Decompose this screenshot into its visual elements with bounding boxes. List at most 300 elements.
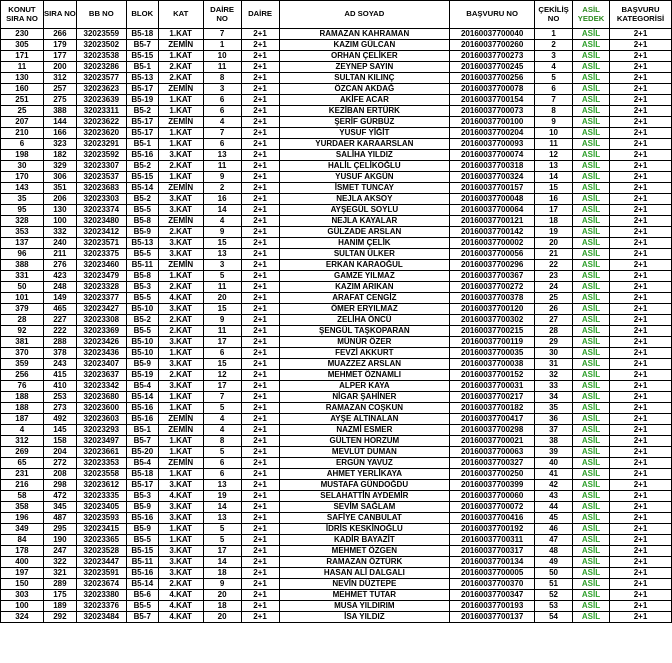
cell-daire-no: 11 [203,282,241,293]
cell-bb-no: 32023637 [76,370,126,381]
cell-cekilis-no: 39 [535,447,573,458]
cell-basvuru-no: 20160037700367 [450,271,535,282]
cell-daire: 2+1 [241,601,279,612]
table-row [1,216,672,227]
header-daire: DAİRE [241,1,279,29]
cell-ad-soyad: AKİFE ACAR [279,95,450,106]
cell-basvuru-kategorisi: 2+1 [610,601,672,612]
cell-blok: B5-9 [126,227,158,238]
cell-cekilis-no: 8 [535,106,573,117]
table-row [1,337,672,348]
cell-daire-no: 18 [203,601,241,612]
cell-ad-soyad: AHMET YERLİKAYA [279,469,450,480]
cell-sira-no: 189 [43,601,76,612]
cell-basvuru-no: 20160037700121 [450,216,535,227]
cell-daire: 2+1 [241,106,279,117]
cell-daire-no: 4 [203,117,241,128]
cell-basvuru-kategorisi: 2+1 [610,568,672,579]
cell-daire-no: 18 [203,568,241,579]
cell-ad-soyad: ŞERİF GÜRBÜZ [279,117,450,128]
cell-ad-soyad: KEZİBAN ERTÜRK [279,106,450,117]
cell-cekilis-no: 27 [535,315,573,326]
table-row [1,117,672,128]
cell-cekilis-no: 23 [535,271,573,282]
cell-daire: 2+1 [241,568,279,579]
header-ad-soyad: AD SOYAD [279,1,450,29]
cell-asil-yedek: ASİL [573,128,610,139]
cell-sira-no: 247 [43,546,76,557]
cell-konut-sira-no: 358 [1,502,44,513]
cell-blok: B5-8 [126,271,158,282]
cell-basvuru-no: 20160037700021 [450,436,535,447]
cell-basvuru-kategorisi: 2+1 [610,293,672,304]
cell-daire-no: 5 [203,535,241,546]
cell-daire: 2+1 [241,84,279,95]
cell-asil-yedek: ASİL [573,139,610,150]
header-cekilis-no: ÇEKİLİŞ NO [535,1,573,29]
cell-daire-no: 6 [203,95,241,106]
cell-basvuru-kategorisi: 2+1 [610,106,672,117]
cell-asil-yedek: ASİL [573,579,610,590]
cell-daire: 2+1 [241,557,279,568]
cell-cekilis-no: 54 [535,612,573,623]
cell-daire-no: 20 [203,590,241,601]
cell-kat: 1.KAT [158,403,203,414]
cell-blok: B5-11 [126,557,158,568]
cell-bb-no: 32023427 [76,304,126,315]
cell-bb-no: 32023460 [76,260,126,271]
cell-basvuru-no: 20160037700318 [450,161,535,172]
cell-bb-no: 32023591 [76,568,126,579]
cell-daire-no: 7 [203,128,241,139]
cell-daire-no: 15 [203,304,241,315]
cell-asil-yedek: ASİL [573,150,610,161]
cell-asil-yedek: ASİL [573,590,610,601]
cell-kat: 2.KAT [158,326,203,337]
cell-blok: B5-2 [126,194,158,205]
cell-kat: 1.KAT [158,436,203,447]
cell-basvuru-kategorisi: 2+1 [610,403,672,414]
cell-daire: 2+1 [241,216,279,227]
cell-bb-no: 32023286 [76,62,126,73]
cell-asil-yedek: ASİL [573,458,610,469]
cell-bb-no: 32023369 [76,326,126,337]
cell-blok: B5-5 [126,326,158,337]
cell-cekilis-no: 6 [535,84,573,95]
table-row [1,315,672,326]
cell-sira-no: 158 [43,436,76,447]
cell-konut-sira-no: 150 [1,579,44,590]
cell-kat: 3.KAT [158,304,203,315]
cell-kat: 3.KAT [158,480,203,491]
cell-ad-soyad: HANIM ÇELİK [279,238,450,249]
cell-sira-no: 298 [43,480,76,491]
cell-konut-sira-no: 160 [1,84,44,95]
cell-daire: 2+1 [241,40,279,51]
cell-asil-yedek: ASİL [573,436,610,447]
cell-blok: B5-19 [126,370,158,381]
cell-blok: B5-1 [126,425,158,436]
cell-basvuru-kategorisi: 2+1 [610,392,672,403]
header-sira-no: SIRA NO [43,1,76,29]
cell-basvuru-no: 20160037700273 [450,51,535,62]
cell-ad-soyad: İDRİS KESKİNOĞLU [279,524,450,535]
cell-kat: ZEMİN [158,414,203,425]
cell-asil-yedek: ASİL [573,260,610,271]
cell-basvuru-no: 20160037700296 [450,260,535,271]
cell-asil-yedek: ASİL [573,183,610,194]
cell-sira-no: 329 [43,161,76,172]
cell-blok: B5-17 [126,128,158,139]
cell-cekilis-no: 16 [535,194,573,205]
cell-ad-soyad: HASAN ALİ DALGALI [279,568,450,579]
cell-sira-no: 177 [43,51,76,62]
cell-konut-sira-no: 188 [1,403,44,414]
cell-basvuru-kategorisi: 2+1 [610,139,672,150]
cell-kat: 1.KAT [158,128,203,139]
cell-kat: ZEMİN [158,458,203,469]
cell-daire: 2+1 [241,183,279,194]
cell-basvuru-kategorisi: 2+1 [610,557,672,568]
cell-ad-soyad: FEVZİ AKKURT [279,348,450,359]
cell-daire: 2+1 [241,612,279,623]
cell-asil-yedek: ASİL [573,381,610,392]
cell-basvuru-no: 20160037700416 [450,513,535,524]
cell-bb-no: 32023303 [76,194,126,205]
cell-basvuru-kategorisi: 2+1 [610,62,672,73]
cell-bb-no: 32023293 [76,425,126,436]
table-row [1,601,672,612]
cell-sira-no: 145 [43,425,76,436]
cell-ad-soyad: RAMAZAN KAHRAMAN [279,29,450,40]
cell-daire-no: 9 [203,579,241,590]
cell-basvuru-no: 20160037700260 [450,40,535,51]
cell-kat: 4.KAT [158,491,203,502]
cell-basvuru-kategorisi: 2+1 [610,590,672,601]
cell-sira-no: 378 [43,348,76,359]
cell-basvuru-kategorisi: 2+1 [610,84,672,95]
cell-asil-yedek: ASİL [573,194,610,205]
cell-daire: 2+1 [241,403,279,414]
cell-asil-yedek: ASİL [573,601,610,612]
cell-daire-no: 16 [203,194,241,205]
cell-bb-no: 32023365 [76,535,126,546]
cell-cekilis-no: 41 [535,469,573,480]
cell-bb-no: 32023412 [76,227,126,238]
cell-bb-no: 32023436 [76,348,126,359]
cell-basvuru-no: 20160037700038 [450,359,535,370]
cell-ad-soyad: SALİHA YILDIZ [279,150,450,161]
cell-asil-yedek: ASİL [573,84,610,95]
cell-cekilis-no: 49 [535,557,573,568]
cell-blok: B5-7 [126,436,158,447]
cell-basvuru-no: 20160037700378 [450,293,535,304]
table-row [1,271,672,282]
cell-cekilis-no: 36 [535,414,573,425]
cell-konut-sira-no: 328 [1,216,44,227]
cell-konut-sira-no: 76 [1,381,44,392]
header-row [1,1,672,29]
cell-cekilis-no: 15 [535,183,573,194]
header-basvuru-no: BAŞVURU NO [450,1,535,29]
cell-basvuru-no: 20160037700245 [450,62,535,73]
cell-basvuru-no: 20160037700154 [450,95,535,106]
cell-bb-no: 32023612 [76,480,126,491]
cell-sira-no: 276 [43,260,76,271]
cell-kat: 4.KAT [158,293,203,304]
cell-ad-soyad: SULTAN KILINÇ [279,73,450,84]
cell-asil-yedek: ASİL [573,40,610,51]
cell-ad-soyad: ZEYNEP SAYIN [279,62,450,73]
cell-cekilis-no: 32 [535,370,573,381]
cell-ad-soyad: NİGAR ŞAHİNER [279,392,450,403]
cell-ad-soyad: MÜNÜR ÖZER [279,337,450,348]
table-row [1,150,672,161]
cell-daire: 2+1 [241,524,279,535]
cell-daire: 2+1 [241,260,279,271]
cell-kat: 1.KAT [158,524,203,535]
cell-basvuru-no: 20160037700317 [450,546,535,557]
cell-daire: 2+1 [241,128,279,139]
cell-bb-no: 32023353 [76,458,126,469]
cell-ad-soyad: NAZMİ ESMER [279,425,450,436]
header-daire-no: DAİRE NO [203,1,241,29]
cell-asil-yedek: ASİL [573,348,610,359]
table-header [1,1,672,29]
cell-sira-no: 273 [43,403,76,414]
cell-konut-sira-no: 96 [1,249,44,260]
cell-basvuru-no: 20160037700370 [450,579,535,590]
cell-daire-no: 6 [203,458,241,469]
table-row [1,546,672,557]
cell-basvuru-kategorisi: 2+1 [610,326,672,337]
cell-basvuru-kategorisi: 2+1 [610,348,672,359]
cell-kat: 2.KAT [158,227,203,238]
cell-ad-soyad: ALPER KAYA [279,381,450,392]
cell-sira-no: 289 [43,579,76,590]
cell-cekilis-no: 17 [535,205,573,216]
cell-sira-no: 415 [43,370,76,381]
cell-daire-no: 15 [203,238,241,249]
cell-konut-sira-no: 30 [1,161,44,172]
cell-basvuru-no: 20160037700074 [450,150,535,161]
cell-basvuru-kategorisi: 2+1 [610,546,672,557]
cell-daire: 2+1 [241,282,279,293]
cell-ad-soyad: NEVİN DÜZTEPE [279,579,450,590]
cell-asil-yedek: ASİL [573,502,610,513]
cell-blok: B5-5 [126,249,158,260]
table-row [1,227,672,238]
cell-blok: B5-7 [126,612,158,623]
table-row [1,392,672,403]
cell-cekilis-no: 50 [535,568,573,579]
cell-kat: 3.KAT [158,238,203,249]
cell-kat: 2.KAT [158,73,203,84]
cell-konut-sira-no: 197 [1,568,44,579]
cell-daire: 2+1 [241,172,279,183]
cell-sira-no: 323 [43,139,76,150]
cell-basvuru-no: 20160037700327 [450,458,535,469]
cell-daire-no: 3 [203,260,241,271]
table-row [1,579,672,590]
cell-konut-sira-no: 28 [1,315,44,326]
cell-bb-no: 32023538 [76,51,126,62]
cell-daire: 2+1 [241,447,279,458]
cell-sira-no: 465 [43,304,76,315]
cell-sira-no: 492 [43,414,76,425]
cell-ad-soyad: MUAZZEZ ARSLAN [279,359,450,370]
table-row [1,612,672,623]
cell-basvuru-kategorisi: 2+1 [610,370,672,381]
cell-basvuru-no: 20160037700298 [450,425,535,436]
cell-cekilis-no: 48 [535,546,573,557]
table-row [1,73,672,84]
cell-cekilis-no: 5 [535,73,573,84]
cell-asil-yedek: ASİL [573,216,610,227]
table-row [1,370,672,381]
cell-daire-no: 6 [203,469,241,480]
cell-basvuru-no: 20160037700137 [450,612,535,623]
cell-blok: B5-8 [126,216,158,227]
cell-konut-sira-no: 379 [1,304,44,315]
cell-blok: B5-6 [126,590,158,601]
cell-blok: B5-3 [126,282,158,293]
cell-basvuru-kategorisi: 2+1 [610,40,672,51]
table-row [1,194,672,205]
cell-basvuru-no: 20160037700119 [450,337,535,348]
cell-ad-soyad: GAMZE YILMAZ [279,271,450,282]
cell-bb-no: 32023622 [76,117,126,128]
cell-asil-yedek: ASİL [573,293,610,304]
cell-kat: 2.KAT [158,370,203,381]
cell-cekilis-no: 13 [535,161,573,172]
cell-ad-soyad: SULTAN ÜLKER [279,249,450,260]
cell-daire: 2+1 [241,95,279,106]
cell-basvuru-kategorisi: 2+1 [610,95,672,106]
header-asil-yedek: ASİL YEDEK [573,1,610,29]
cell-blok: B5-10 [126,348,158,359]
cell-daire: 2+1 [241,117,279,128]
cell-basvuru-no: 20160037700324 [450,172,535,183]
cell-sira-no: 211 [43,249,76,260]
cell-asil-yedek: ASİL [573,73,610,84]
table-row [1,447,672,458]
table-row [1,436,672,447]
cell-sira-no: 144 [43,117,76,128]
table-row [1,403,672,414]
table-row [1,172,672,183]
cell-cekilis-no: 7 [535,95,573,106]
table-row [1,414,672,425]
cell-daire: 2+1 [241,348,279,359]
cell-blok: B5-15 [126,51,158,62]
cell-sira-no: 243 [43,359,76,370]
cell-konut-sira-no: 187 [1,414,44,425]
cell-bb-no: 32023680 [76,392,126,403]
cell-asil-yedek: ASİL [573,557,610,568]
cell-daire-no: 14 [203,557,241,568]
cell-asil-yedek: ASİL [573,392,610,403]
cell-basvuru-kategorisi: 2+1 [610,535,672,546]
cell-daire: 2+1 [241,414,279,425]
cell-asil-yedek: ASİL [573,491,610,502]
cell-basvuru-no: 20160037700072 [450,502,535,513]
cell-basvuru-kategorisi: 2+1 [610,172,672,183]
cell-asil-yedek: ASİL [573,304,610,315]
cell-cekilis-no: 11 [535,139,573,150]
cell-daire-no: 3 [203,84,241,95]
cell-bb-no: 32023577 [76,73,126,84]
cell-basvuru-no: 20160037700048 [450,194,535,205]
cell-kat: ZEMİN [158,84,203,95]
cell-daire-no: 14 [203,502,241,513]
cell-basvuru-no: 20160037700193 [450,601,535,612]
cell-bb-no: 32023592 [76,150,126,161]
cell-konut-sira-no: 4 [1,425,44,436]
cell-sira-no: 100 [43,216,76,227]
cell-asil-yedek: ASİL [573,337,610,348]
cell-daire: 2+1 [241,436,279,447]
cell-basvuru-kategorisi: 2+1 [610,51,672,62]
cell-kat: 1.KAT [158,29,203,40]
cell-ad-soyad: GÜLZADE ARSLAN [279,227,450,238]
cell-daire-no: 17 [203,381,241,392]
cell-sira-no: 288 [43,337,76,348]
cell-bb-no: 32023407 [76,359,126,370]
cell-sira-no: 130 [43,205,76,216]
cell-asil-yedek: ASİL [573,62,610,73]
cell-ad-soyad: İSMET TUNCAY [279,183,450,194]
cell-asil-yedek: ASİL [573,480,610,491]
cell-blok: B5-10 [126,304,158,315]
cell-kat: 1.KAT [158,348,203,359]
cell-konut-sira-no: 231 [1,469,44,480]
cell-cekilis-no: 29 [535,337,573,348]
cell-asil-yedek: ASİL [573,315,610,326]
cell-cekilis-no: 30 [535,348,573,359]
cell-blok: B5-5 [126,535,158,546]
cell-asil-yedek: ASİL [573,546,610,557]
cell-kat: 4.KAT [158,612,203,623]
cell-daire-no: 4 [203,216,241,227]
cell-bb-no: 32023537 [76,172,126,183]
cell-cekilis-no: 18 [535,216,573,227]
cell-blok: B5-14 [126,183,158,194]
table-row [1,139,672,150]
cell-sira-no: 248 [43,282,76,293]
cell-blok: B5-14 [126,392,158,403]
cell-basvuru-no: 20160037700073 [450,106,535,117]
cell-asil-yedek: ASİL [573,205,610,216]
table-row [1,106,672,117]
cell-ad-soyad: NEJLA AKSOY [279,194,450,205]
cell-basvuru-kategorisi: 2+1 [610,359,672,370]
cell-ad-soyad: ZELİHA ÖNCÜ [279,315,450,326]
cell-daire: 2+1 [241,359,279,370]
cell-ad-soyad: İSA YILDIZ [279,612,450,623]
cell-basvuru-no: 20160037700250 [450,469,535,480]
cell-blok: B5-9 [126,502,158,513]
cell-cekilis-no: 12 [535,150,573,161]
cell-daire: 2+1 [241,227,279,238]
cell-kat: 3.KAT [158,502,203,513]
cell-kat: 1.KAT [158,172,203,183]
cell-kat: 1.KAT [158,392,203,403]
table-row [1,161,672,172]
cell-basvuru-no: 20160037700217 [450,392,535,403]
cell-sira-no: 472 [43,491,76,502]
cell-cekilis-no: 44 [535,502,573,513]
